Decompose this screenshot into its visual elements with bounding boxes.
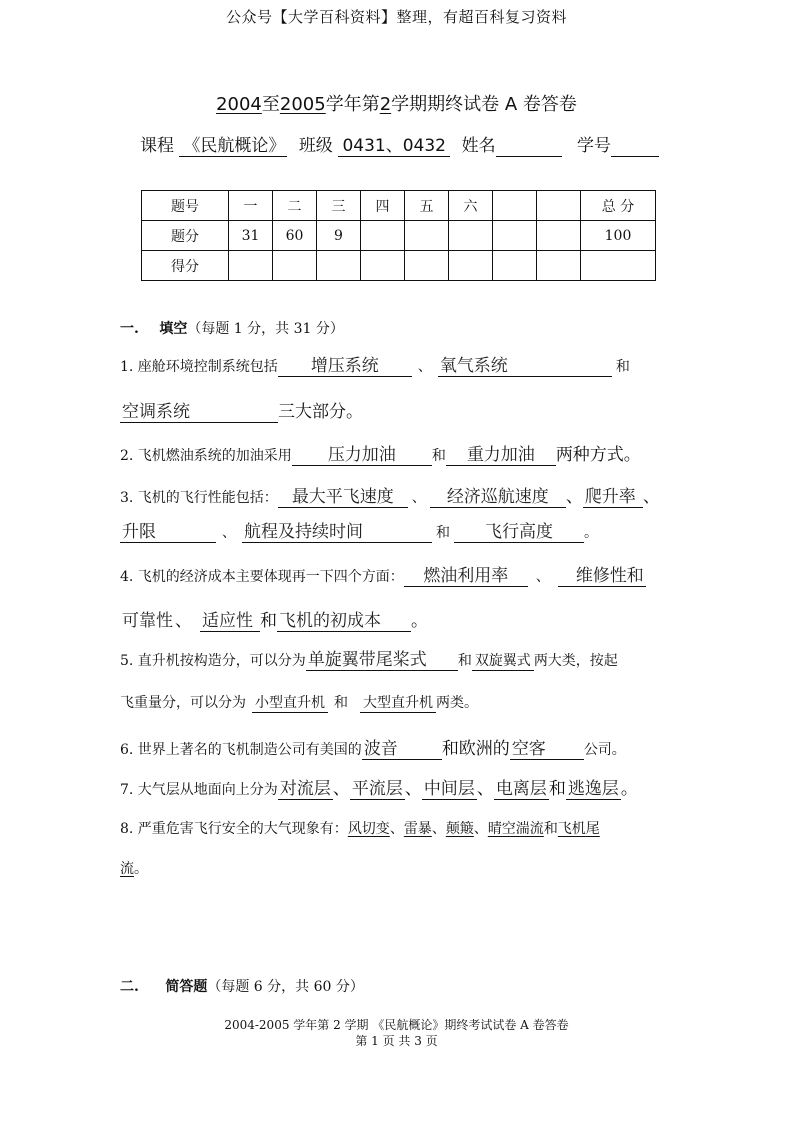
table-cell: 四 xyxy=(361,191,405,221)
question-4-cont xyxy=(120,606,428,632)
question-text: 和欧洲的 xyxy=(441,739,510,759)
sep: 、 xyxy=(417,359,432,375)
sep: 、 xyxy=(431,821,446,837)
footer-title: 2004-2005 学年第 2 学期 《民航概论》期终考试试卷 A 卷答卷 xyxy=(224,1018,569,1032)
answer: 大型直升机 xyxy=(360,692,436,713)
course-label: 课程 xyxy=(140,136,174,156)
table-cell: 题分 xyxy=(142,221,229,251)
table-cell: 六 xyxy=(449,191,493,221)
answer: 流 xyxy=(120,861,134,877)
answer: 燃油利用率 xyxy=(404,566,528,587)
question-text: 飞重量分，可以分为 xyxy=(120,695,246,711)
question-text: 4. 飞机的经济成本主要体现再一下四个方面： xyxy=(120,569,404,585)
sep: 和 xyxy=(543,821,558,837)
answer: 飞机尾 xyxy=(557,821,600,837)
sep: 、 xyxy=(642,487,660,507)
question-text: 。 xyxy=(620,779,638,799)
answer: 双旋翼式 xyxy=(472,650,534,671)
name-field[interactable] xyxy=(496,136,562,157)
answer: 可靠性 xyxy=(122,611,173,631)
title-mid: 学年第 xyxy=(325,94,380,115)
answer: 飞行高度 xyxy=(454,522,584,543)
score-table xyxy=(141,190,656,281)
sep: 、 xyxy=(175,611,192,631)
table-cell xyxy=(537,191,581,221)
table-cell xyxy=(493,251,537,281)
table-cell: 二 xyxy=(273,191,317,221)
question-text: 6. 世界上著名的飞机制造公司有美国的 xyxy=(120,742,362,758)
question-1-cont xyxy=(120,397,363,423)
section-2-note: （每题 6 分，共 60 分） xyxy=(207,979,364,995)
question-text: 2. 飞机燃油系统的加油采用 xyxy=(120,448,292,464)
answer: 适应性 xyxy=(200,611,260,632)
section-2-heading xyxy=(120,976,364,996)
answer: 维修性和 xyxy=(558,566,646,587)
sep: 、 xyxy=(535,569,550,585)
section-1-note: （每题 1 分，共 31 分） xyxy=(187,321,344,337)
sep: 和 xyxy=(431,448,446,464)
answer: 晴空湍流 xyxy=(487,821,544,837)
table-cell xyxy=(581,251,656,281)
answer: 爬升率 xyxy=(583,487,643,508)
question-text: 5. 直升机按构造分，可以分为 xyxy=(120,653,306,669)
table-cell xyxy=(493,191,537,221)
section-2-number: 二. xyxy=(120,979,139,995)
title-tail: 学期期终试卷 A 卷答卷 xyxy=(391,94,577,115)
sep: 、 xyxy=(476,779,494,799)
table-cell xyxy=(537,221,581,251)
answer: 颠簸 xyxy=(445,821,474,837)
question-text: 。 xyxy=(584,525,598,541)
answer: 重力加油 xyxy=(446,445,556,466)
sep: 、 xyxy=(332,779,350,799)
table-cell xyxy=(229,251,273,281)
answer: 氧气系统 xyxy=(438,356,612,377)
table-cell xyxy=(405,251,449,281)
answer: 增压系统 xyxy=(278,356,412,377)
table-cell xyxy=(361,251,405,281)
year-from: 2004 xyxy=(216,94,262,115)
answer: 中间层 xyxy=(423,779,475,799)
answer: 对流层 xyxy=(279,779,331,799)
term-number: 2 xyxy=(379,94,392,115)
answer: 逃逸层 xyxy=(567,779,619,799)
sep: 、 xyxy=(411,490,426,506)
question-5 xyxy=(120,650,618,671)
table-row xyxy=(142,251,656,281)
class-value: 0431、0432 xyxy=(338,131,450,157)
section-1-title: 填空 xyxy=(159,321,188,337)
question-4 xyxy=(120,566,646,587)
table-cell xyxy=(361,221,405,251)
table-row xyxy=(142,221,656,251)
sep: 和 xyxy=(334,695,348,711)
table-cell: 9 xyxy=(317,221,361,251)
name-label: 姓名 xyxy=(461,136,496,156)
answer: 压力加油 xyxy=(292,445,432,466)
table-cell: 题号 xyxy=(142,191,229,221)
question-text: 两大类，按起 xyxy=(533,653,618,669)
answer: 风切变 xyxy=(347,821,390,837)
sep: 、 xyxy=(473,821,488,837)
answer: 飞机的初成本 xyxy=(277,611,411,632)
sep: 和 xyxy=(457,653,472,669)
answer: 升限 xyxy=(120,522,216,543)
table-cell xyxy=(405,221,449,251)
table-cell: 一 xyxy=(229,191,273,221)
question-7 xyxy=(120,774,638,800)
page-number: 第 1 页 共 3 页 xyxy=(355,1034,438,1048)
question-5-cont xyxy=(120,692,478,713)
question-text: 。 xyxy=(411,611,428,631)
question-text: 8. 严重危害飞行安全的大气现象有： xyxy=(120,821,348,837)
course-info xyxy=(140,131,659,157)
table-row xyxy=(142,191,656,221)
sep: 、 xyxy=(565,487,583,507)
answer: 单旋翼带尾桨式 xyxy=(306,650,458,671)
answer: 小型直升机 xyxy=(252,692,328,713)
question-text: 三大部分。 xyxy=(278,402,363,422)
table-cell xyxy=(493,221,537,251)
exam-title xyxy=(0,90,793,116)
question-8-cont xyxy=(120,858,148,878)
answer: 空客 xyxy=(510,739,584,760)
question-text: 两类。 xyxy=(436,695,478,711)
question-text: 两种方式。 xyxy=(555,445,641,465)
course-name: 《民航概论》 xyxy=(179,131,287,157)
table-cell: 100 xyxy=(581,221,656,251)
question-2 xyxy=(120,440,641,466)
question-8 xyxy=(120,818,600,838)
sep: 和 xyxy=(548,779,566,799)
table-cell: 31 xyxy=(229,221,273,251)
answer: 波音 xyxy=(362,739,442,760)
answer: 经济巡航速度 xyxy=(430,487,566,508)
answer: 平流层 xyxy=(351,779,403,799)
class-label: 班级 xyxy=(298,136,333,156)
table-cell: 总 分 xyxy=(581,191,656,221)
watermark: 公众号【大学百科资料】整理，有超百科复习资料 xyxy=(225,8,567,26)
answer: 雷暴 xyxy=(403,821,432,837)
id-field[interactable] xyxy=(611,136,659,157)
answer: 航程及持续时间 xyxy=(242,522,432,543)
sep: 、 xyxy=(389,821,404,837)
section-1-number: 一. xyxy=(120,321,139,337)
sep: 和 xyxy=(436,525,450,541)
question-text: 。 xyxy=(134,861,148,877)
year-to: 2005 xyxy=(279,94,326,115)
table-cell: 五 xyxy=(405,191,449,221)
question-3 xyxy=(120,482,660,508)
answer: 最大平飞速度 xyxy=(278,487,408,508)
table-cell: 三 xyxy=(317,191,361,221)
question-text: 7. 大气层从地面向上分为 xyxy=(120,782,278,798)
question-text: 3. 飞机的飞行性能包括： xyxy=(120,490,278,506)
sep: 和 xyxy=(615,359,630,375)
section-1-heading xyxy=(120,318,344,338)
answer: 空调系统 xyxy=(120,402,278,423)
section-2-title: 简答题 xyxy=(165,979,208,995)
sep: 和 xyxy=(260,611,277,631)
sep: 、 xyxy=(404,779,422,799)
table-cell xyxy=(449,251,493,281)
question-text: 公司。 xyxy=(583,742,626,758)
table-cell xyxy=(537,251,581,281)
table-cell: 60 xyxy=(273,221,317,251)
title-to: 至 xyxy=(261,94,280,115)
table-cell xyxy=(449,221,493,251)
question-3-cont xyxy=(120,522,598,543)
sep: 、 xyxy=(222,525,236,541)
table-cell: 得分 xyxy=(142,251,229,281)
answer: 电离层 xyxy=(495,779,547,799)
table-cell xyxy=(273,251,317,281)
question-text: 1. 座舱环境控制系统包括 xyxy=(120,359,278,375)
question-1 xyxy=(120,356,630,377)
id-label: 学号 xyxy=(577,136,612,156)
question-6 xyxy=(120,734,626,760)
table-cell xyxy=(317,251,361,281)
